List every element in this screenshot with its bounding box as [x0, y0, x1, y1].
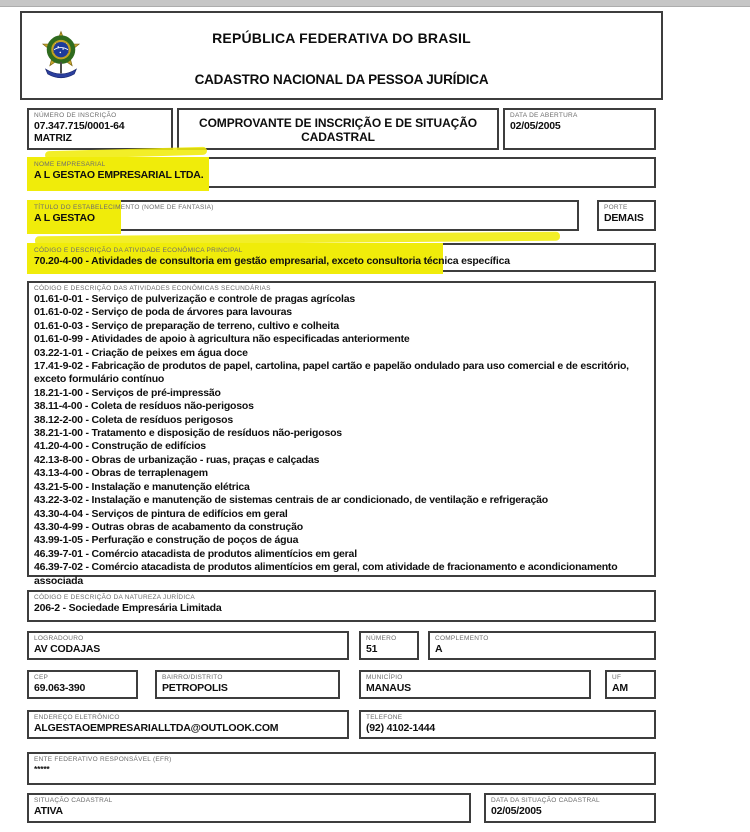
republic-title: REPÚBLICA FEDERATIVA DO BRASIL: [212, 30, 471, 46]
secondary-activity-item: 42.13-8-00 - Obras de urbanização - ruas, praças e calçadas: [34, 453, 320, 466]
secondary-activities-label: CÓDIGO E DESCRIÇÃO DAS ATIVIDADES ECONÔMICAS SECUNDÁRIAS: [34, 285, 271, 292]
complement-field: [428, 631, 656, 660]
street-field: [27, 631, 349, 660]
secondary-activity-item: 43.30-4-04 - Serviços de pintura de edifícios em geral: [34, 507, 288, 520]
main-activity-field: [27, 243, 656, 272]
efr-label: ENTE FEDERATIVO RESPONSÁVEL (EFR): [34, 756, 172, 763]
company-size-value: DEMAIS: [604, 212, 644, 224]
secondary-activity-item: 01.61-0-03 - Serviço de preparação de terreno, cultivo e colheita: [34, 319, 340, 332]
inscription-number-value: 07.347.715/0001-64: [34, 120, 125, 132]
legal-nature-label: CÓDIGO E DESCRIÇÃO DA NATUREZA JURÍDICA: [34, 594, 195, 601]
complement-label: COMPLEMENTO: [435, 635, 489, 642]
phone-field: [359, 710, 656, 739]
company-name-value: A L GESTAO EMPRESARIAL LTDA.: [34, 169, 204, 181]
secondary-activities-field: [27, 281, 656, 587]
phone-value: (92) 4102-1444: [366, 722, 436, 734]
secondary-activity-item: 46.39-7-02 - Comércio atacadista de produtos alimentícios em geral, com atividade de fracionamento e acondicionamento associada: [34, 561, 618, 587]
company-size-field: [597, 200, 656, 231]
registry-title: CADASTRO NACIONAL DA PESSOA JURÍDICA: [194, 72, 489, 87]
secondary-activity-item: 38.12-2-00 - Coleta de resíduos perigosos: [34, 413, 233, 426]
inscription-number-field: [27, 108, 173, 150]
registration-status-field: [27, 793, 471, 823]
secondary-activity-item: 43.21-5-00 - Instalação e manutenção elétrica: [34, 480, 250, 493]
secondary-activity-item: 43.22-3-02 - Instalação e manutenção de sistemas centrais de ar condicionado, de ventilação e refrigeração: [34, 494, 548, 507]
company-name-field: [27, 157, 656, 188]
cep-value: 69.063-390: [34, 682, 86, 694]
secondary-activity-item: 01.61-0-02 - Serviço de poda de árvores para lavouras: [34, 306, 292, 319]
top-gray-bar: [0, 0, 750, 7]
secondary-activity-item: 38.11-4-00 - Coleta de resíduos não-perigosos: [34, 400, 254, 413]
secondary-activities-list: [34, 293, 649, 588]
status-date-field: [484, 793, 656, 823]
secondary-activity-item: 17.41-9-02 - Fabricação de produtos de papel, cartolina, papel cartão e papelão ondulado para uso comercial e de escritório, exceto formulário contínuo: [34, 360, 629, 386]
secondary-activity-item: 01.61-0-01 - Serviço de pulverização e controle de pragas agrícolas: [34, 293, 355, 305]
legal-nature-value: 206-2 - Sociedade Empresária Limitada: [34, 602, 222, 614]
trade-name-field: [27, 200, 579, 231]
complement-value: A: [435, 643, 443, 655]
main-activity-value: 70.20-4-00 - Atividades de consultoria em gestão empresarial, exceto consultoria técnica específica: [34, 255, 510, 267]
registration-status-value: ATIVA: [34, 805, 63, 817]
email-value: ALGESTAOEMPRESARIALLTDA@OUTLOOK.COM: [34, 722, 279, 734]
cep-field: [27, 670, 138, 699]
trade-name-label: TÍTULO DO ESTABELECIMENTO (NOME DE FANTASIA): [34, 204, 214, 211]
opening-date-value: 02/05/2005: [510, 120, 561, 132]
street-number-value: 51: [366, 643, 378, 655]
secondary-activity-item: 38.21-1-00 - Tratamento e disposição de resíduos não-perigosos: [34, 427, 342, 440]
secondary-activity-item: 43.30-4-99 - Outras obras de acabamento da construção: [34, 520, 303, 533]
document-title-box: [177, 108, 499, 150]
city-field: [359, 670, 591, 699]
city-value: MANAUS: [366, 682, 411, 694]
email-field: [27, 710, 349, 739]
district-field: [155, 670, 340, 699]
status-date-value: 02/05/2005: [491, 805, 542, 817]
district-value: PETROPOLIS: [162, 682, 228, 694]
cep-label: CEP: [34, 674, 49, 681]
efr-field: [27, 752, 656, 785]
district-label: BAIRRO/DISTRITO: [162, 674, 223, 681]
company-size-label: PORTE: [604, 204, 628, 211]
secondary-activity-item: 46.39-7-01 - Comércio atacadista de produtos alimentícios em geral: [34, 547, 357, 560]
secondary-activity-item: 01.61-0-99 - Atividades de apoio à agricultura não especificadas anteriormente: [34, 333, 410, 346]
secondary-activity-item: 03.22-1-01 - Criação de peixes em água doce: [34, 346, 248, 359]
state-label: UF: [612, 674, 622, 681]
street-number-field: [359, 631, 419, 660]
secondary-activity-item: 41.20-4-00 - Construção de edifícios: [34, 440, 206, 453]
legal-nature-field: [27, 590, 656, 622]
secondary-activity-item: 43.13-4-00 - Obras de terraplenagem: [34, 467, 208, 480]
document-title: COMPROVANTE DE INSCRIÇÃO E DE SITUAÇÃO CADASTRAL: [199, 115, 477, 144]
opening-date-field: [503, 108, 656, 150]
state-value: AM: [612, 682, 628, 694]
phone-label: TELEFONE: [366, 714, 403, 721]
status-date-label: DATA DA SITUAÇÃO CADASTRAL: [491, 797, 600, 804]
street-number-label: NÚMERO: [366, 635, 397, 642]
trade-name-value: A L GESTAO: [34, 212, 95, 224]
main-activity-label: CÓDIGO E DESCRIÇÃO DA ATIVIDADE ECONÔMICA PRINCIPAL: [34, 247, 243, 254]
inscription-number-label: NÚMERO DE INSCRIÇÃO: [34, 112, 117, 119]
header-box: [20, 11, 663, 100]
registration-status-label: SITUAÇÃO CADASTRAL: [34, 797, 113, 804]
opening-date-label: DATA DE ABERTURA: [510, 112, 578, 119]
company-name-label: NOME EMPRESARIAL: [34, 161, 106, 168]
state-field: [605, 670, 656, 699]
secondary-activity-item: 43.99-1-05 - Perfuração e construção de poços de água: [34, 534, 299, 547]
street-label: LOGRADOURO: [34, 635, 84, 642]
city-label: MUNICÍPIO: [366, 674, 403, 681]
email-label: ENDEREÇO ELETRÔNICO: [34, 714, 120, 721]
efr-value: *****: [34, 764, 50, 774]
secondary-activity-item: 18.21-1-00 - Serviços de pré-impressão: [34, 386, 221, 399]
inscription-type-value: MATRIZ: [34, 132, 72, 144]
street-value: AV CODAJAS: [34, 643, 101, 655]
